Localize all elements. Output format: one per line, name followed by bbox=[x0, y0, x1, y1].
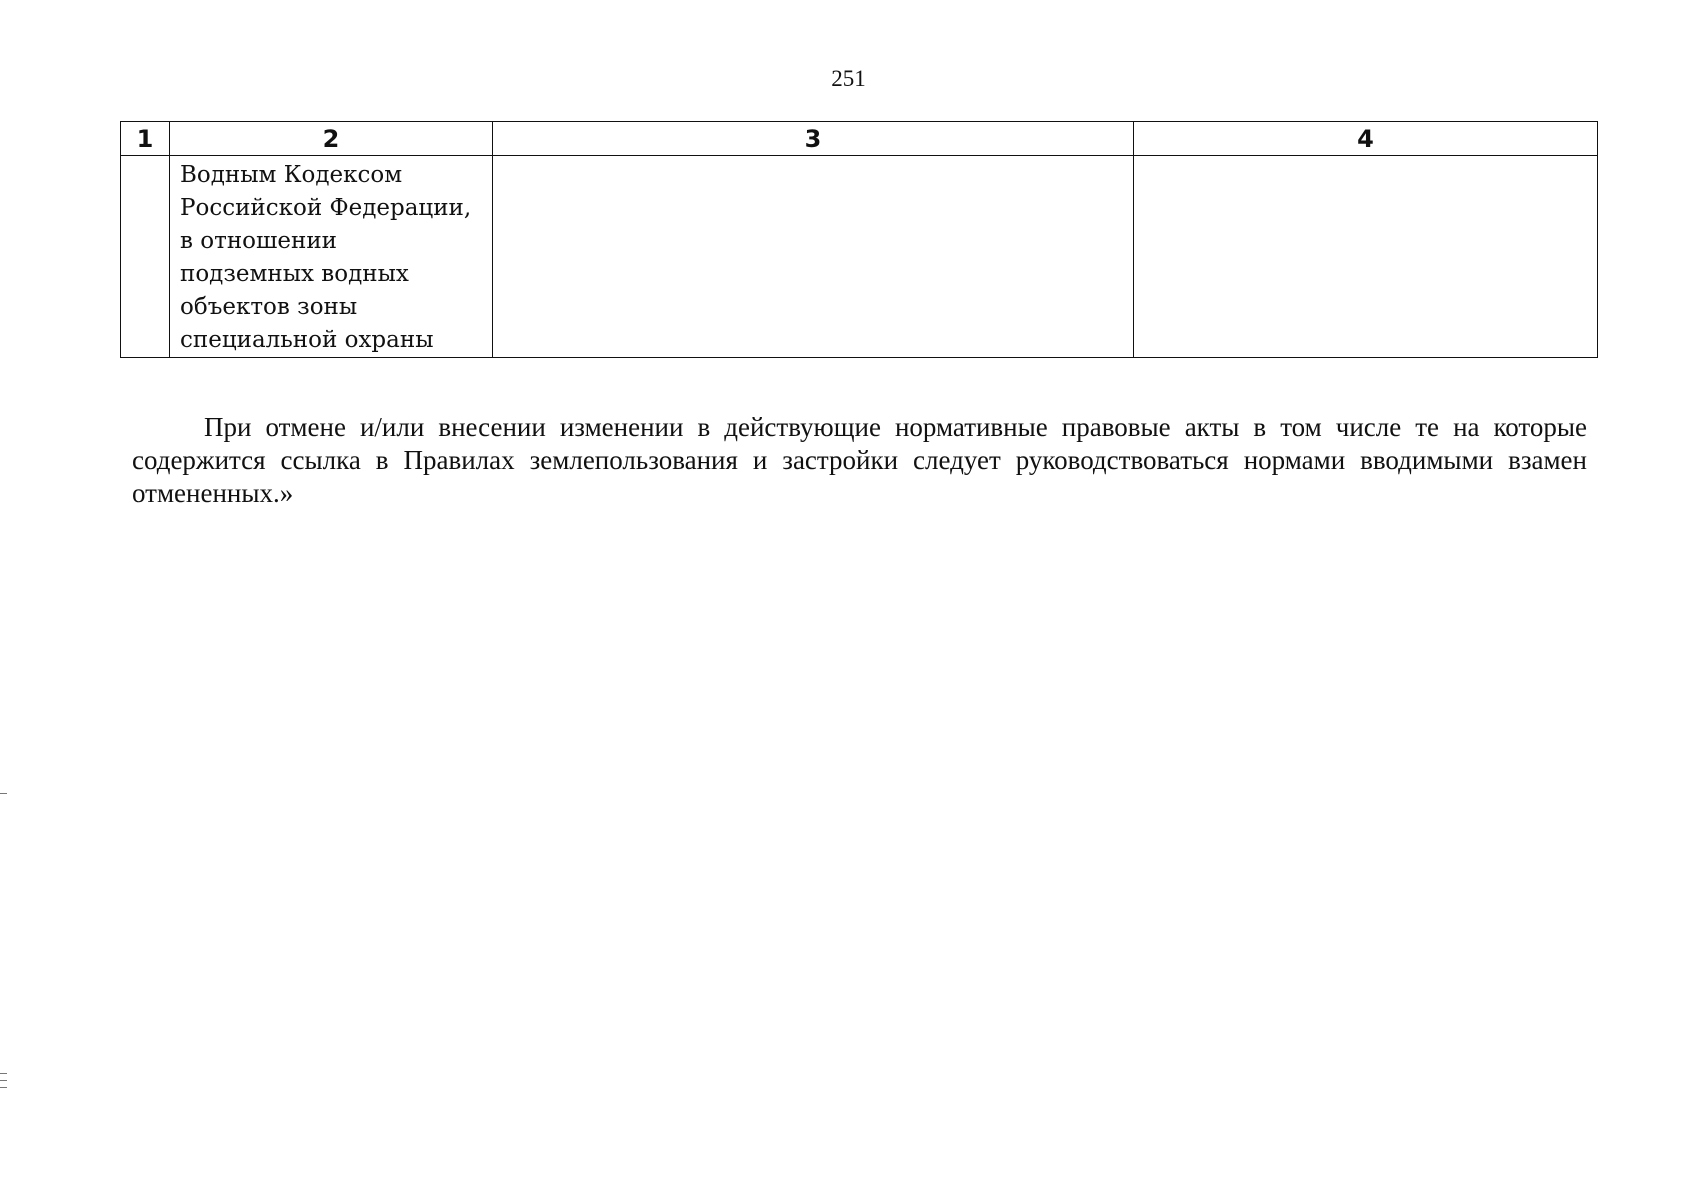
column-header-2: 2 bbox=[170, 122, 493, 156]
margin-mark bbox=[0, 1080, 7, 1081]
margin-mark bbox=[0, 1087, 7, 1088]
table-row bbox=[121, 156, 1598, 358]
margin-mark bbox=[0, 1073, 7, 1074]
data-table bbox=[120, 121, 1598, 358]
cell-col2-text: Водным Кодексом Российской Федерации, в отношении подземных водных объектов зоны специальной охраны bbox=[180, 162, 472, 353]
cell-col2 bbox=[170, 156, 493, 358]
column-header-4: 4 bbox=[1134, 122, 1598, 156]
note-paragraph: При отмене и/или внесении изменении в действующие нормативные правовые акты в том числе те на которые содержится ссылка в Правилах землепользования и застройки следует руководствоваться нормами вводимыми взамен отмененных.» bbox=[132, 412, 1587, 508]
cell-col4 bbox=[1134, 156, 1598, 358]
column-header-3: 3 bbox=[493, 122, 1134, 156]
page-number: 251 bbox=[831, 66, 866, 91]
cell-col3 bbox=[493, 156, 1134, 358]
table-header-row bbox=[121, 122, 1598, 156]
cell-col1 bbox=[121, 156, 170, 358]
column-header-1: 1 bbox=[121, 122, 170, 156]
margin-mark bbox=[0, 793, 7, 794]
